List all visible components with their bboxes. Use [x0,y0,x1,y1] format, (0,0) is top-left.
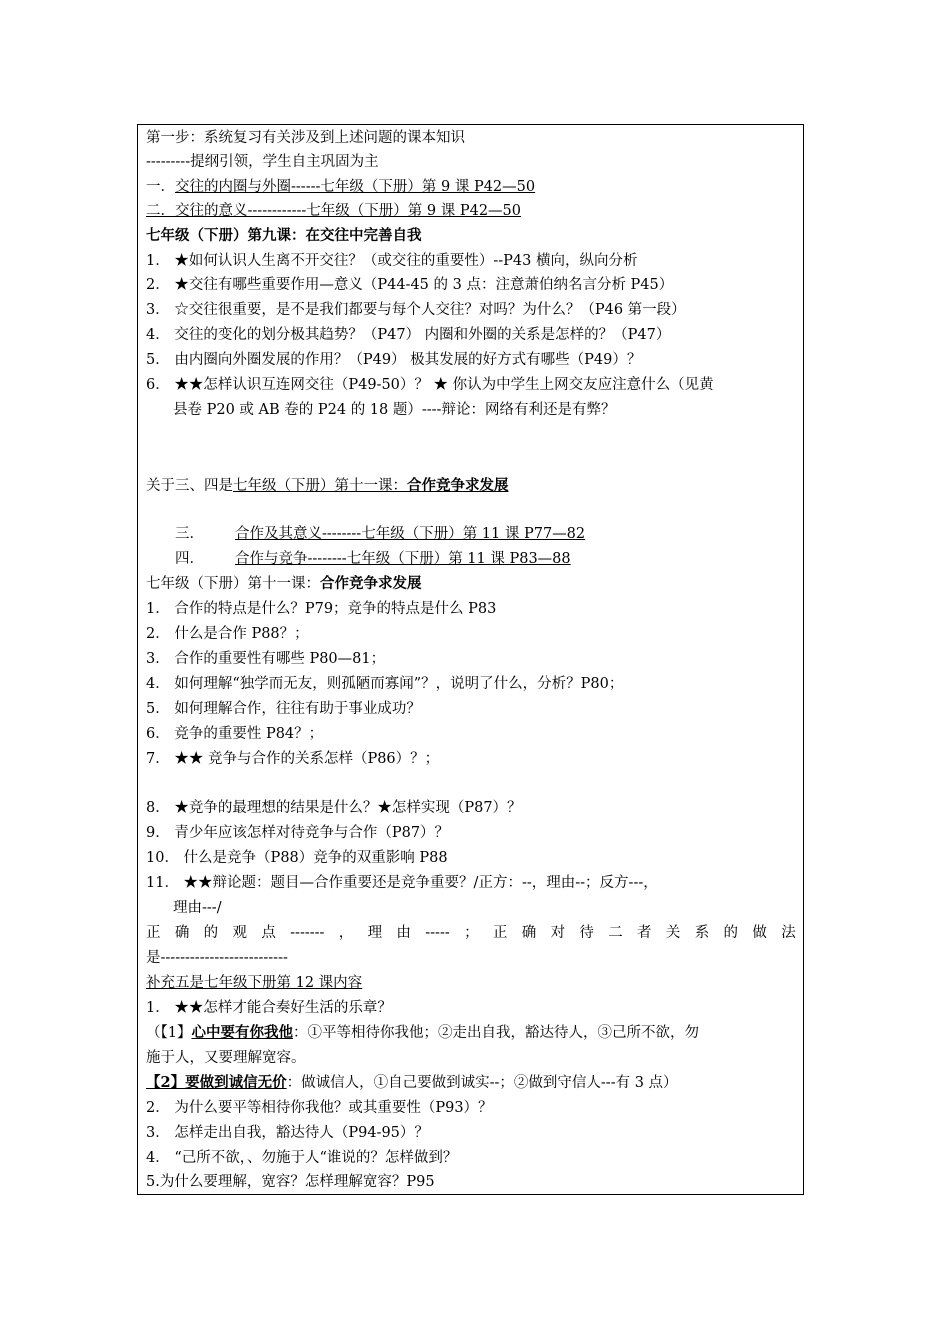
text-char: 确 [174,925,190,941]
lesson-eleven-link [233,476,607,496]
text-char: 二 [608,925,623,941]
lesson-eleven-title: 合作竞争求发展 [407,477,509,494]
topic-two-line: 二．交往的意义------------七年级（下册）第 9 课 P42—50 [146,203,522,219]
step-one-heading: 第一步：系统复习有关涉及到上述问题的课本知识 [146,130,465,146]
lesson-nine-q3: 3． ☆交往很重要，是不是我们都要与每个人交往？对吗？为什么？（P46 第一段） [146,302,686,318]
text-char: 由 [396,925,411,941]
text-char: 的 [723,925,739,941]
text-char: 确 [521,925,537,941]
lesson-eleven-q8: 8． ★竞争的最理想的结果是什么？★怎样实现（P87）？ [146,800,522,816]
lesson-nine-q2: 2． ★交往有哪些重要作用—意义（P44-45 的 3 点：注意萧伯纳名言分析 P45） [146,277,674,293]
lesson-eleven-label: 七年级（下册）第十一课： [233,478,407,494]
intro-prefix: 关于三、四是 [146,478,233,494]
correct-view-line [146,923,796,943]
section-three-four-intro [146,476,607,496]
text-char: 法 [781,925,796,941]
text-char: ------- [290,925,325,941]
text-char: 系 [694,925,710,941]
text-char: ----- [425,925,450,941]
topic-four-number: 四． [175,551,204,567]
topic-three-title: 合作及其意义--------七年级（下册）第 11 课 P77—82 [235,526,586,542]
text-char: 对 [550,925,566,941]
key-point-one [146,1023,699,1043]
lesson-eleven-q2: 2． 什么是合作 P88？； [146,626,309,642]
topic-four-title: 合作与竞争--------七年级（下册）第 11 课 P83—88 [235,551,571,567]
text-char: ， [338,925,354,941]
correct-view-continued: 是-------------------------- [146,950,288,966]
text-char: 关 [665,925,681,941]
lesson-nine-q4: 4． 交往的变化的划分极其趋势？（P47） 内圈和外圈的关系是怎样的？（P47） [146,327,671,343]
text-char: 点 [261,925,276,941]
lesson-eleven-q9: 9． 青少年应该怎样对待竞争与合作（P87）？ [146,825,450,841]
text-char: 待 [579,925,594,941]
text-char: 理 [367,925,383,941]
lesson-twelve-q2: 2． 为什么要平等相待你我他？或其重要性（P93）？ [146,1100,493,1116]
text-char: 者 [637,925,652,941]
key-point-two-body: ：做诚信人，①自己要做到诚实--；②做到守信人---有 3 点） [286,1075,678,1091]
lesson-eleven-q6: 6． 竞争的重要性 P84？； [146,726,324,742]
lesson-eleven-q5: 5． 如何理解合作，往往有助于事业成功？ [146,701,421,717]
text-char: 正 [492,925,508,941]
topic-one-line [146,177,535,197]
key-point-two [146,1073,678,1093]
outline-guide-line: ---------提纲引领，学生自主巩固为主 [146,154,379,170]
lesson-twelve-q4: 4． “己所不欲，、勿施于人“谁说的？怎样做到？ [146,1150,458,1166]
key-point-two-title: 【2】要做到诚信无价 [146,1074,287,1091]
text-char: 观 [232,925,247,941]
supplement-five-heading: 补充五是七年级下册第 12 课内容 [146,975,363,991]
key-point-one-body: ：①平等相待你我他；②走出自我，豁达待人，③己所不欲，勿 [292,1025,699,1041]
text-char: ； [464,925,479,941]
key-point-one-bracket: （【1】 [146,1025,192,1041]
lesson-twelve-q3: 3． 怎样走出自我，豁达待人（P94-95）？ [146,1125,429,1141]
lesson-nine-q6: 6． ★★怎样认识互连网交往（P49-50）？ ★ 你认为中学生上网交友应注意什么（见黄 [146,377,714,393]
lesson-eleven-heading [146,574,422,594]
lesson-eleven-q10: 10． 什么是竞争（P88）竞争的双重影响 P88 [146,850,448,866]
lesson-eleven-heading-title: 合作竞争求发展 [320,575,422,592]
topic-three-number: 三． [175,526,204,542]
lesson-nine-q5: 5． 由内圈向外圈发展的作用？（P49） 极其发展的好方式有哪些（P49）？ [146,352,642,368]
lesson-twelve-q5: 5.为什么要理解，宽容？怎样理解宽容？P95 [146,1174,435,1190]
lesson-eleven-q7: 7． ★★ 竞争与合作的关系怎样（P86）？； [146,751,440,767]
key-point-one-continued: 施于人，又要理解宽容。 [146,1050,306,1066]
lesson-eleven-heading-label: 七年级（下册）第十一课： [146,576,320,592]
lesson-eleven-q4: 4． 如何理解“独学而无友，则孤陋而寡闻”？，说明了什么，分析？P80； [146,676,624,692]
lesson-eleven-q11: 11． ★★辩论题：题目—合作重要还是竞争重要？/正方：--，理由--；反方---， [146,875,658,891]
text-char: 做 [752,925,767,941]
topic-one-title: 交往的内圈与外圈------七年级（下册）第 9 课 P42—50 [175,179,536,195]
text-char: 正 [146,925,161,941]
lesson-eleven-q11-continued: 理由---/ [173,900,222,916]
lesson-nine-q1: 1． ★如何认识人生离不开交往？（或交往的重要性）--P43 横向，纵向分析 [146,253,638,269]
lesson-nine-heading: 七年级（下册）第九课：在交往中完善自我 [146,227,422,244]
lesson-nine-q6-continued: 县卷 P20 或 AB 卷的 P24 的 18 题）----辩论：网络有利还是有弊？ [173,402,616,418]
lesson-eleven-q1: 1． 合作的特点是什么？P79；竞争的特点是什么 P83 [146,601,497,617]
lesson-twelve-q1: 1． ★★怎样才能合奏好生活的乐章？ [146,1000,392,1016]
text-char: 的 [203,925,219,941]
lesson-eleven-q3: 3． 合作的重要性有哪些 P80—81； [146,651,386,667]
topic-one-number: 一． [146,179,175,195]
key-point-one-title: 心中要有你我他 [191,1024,293,1041]
